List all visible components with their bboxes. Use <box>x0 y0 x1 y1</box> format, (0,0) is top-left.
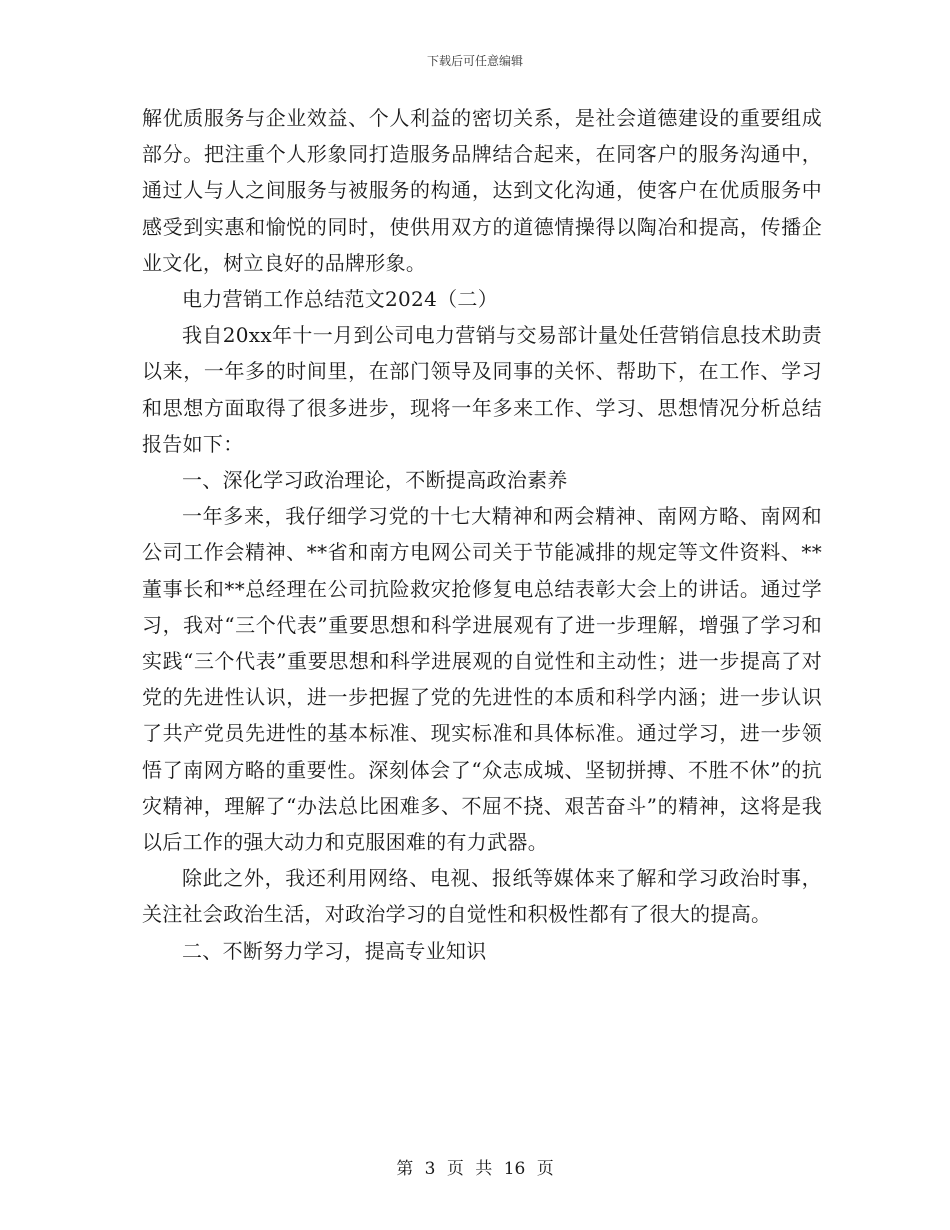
paragraph-media-study: 除此之外，我还利用网络、电视、报纸等媒体来了解和学习政治时事，关注社会政治生活，对政治学习的自觉性和积极性都有了很大的提高。 <box>142 866 822 927</box>
section-title: 电力营销工作总结范文2024（二） <box>182 287 498 312</box>
document-body <box>142 100 822 969</box>
paragraph-study-details: 一年多来，我仔细学习党的十七大精神和两会精神、南网方略、南网和公司工作会精神、**省和南方电网公司关于节能减排的规定等文件资料、**董事长和**总经理在公司抗险救灾抢修复电总结表彰大会上的讲话。通过学习，我对“三个代表”重要思想和科学进展观有了进一步理解，增强了学习和实践“三个代表”重要思想和科学进展观的自觉性和主动性；进一步提高了对党的先进性认识，进一步把握了党的先进性的本质和科学内涵；进一步认识了共产党员先进性的基本标准、现实标准和具体标准。通过学习，进一步领悟了南网方略的重要性。深刻体会了“众志成城、坚韧拼搏、不胜不休”的抗灾精神，理解了“办法总比困难多、不屈不挠、艰苦奋斗”的精神，这将是我以后工作的强大动力和克服困难的有力武器。 <box>142 504 822 855</box>
page-footer: 第 3 页 共 16 页 <box>396 1159 554 1179</box>
paragraph-continued: 解优质服务与企业效益、个人利益的密切关系，是社会道德建设的重要组成部分。把注重个人形象同打造服务品牌结合起来，在同客户的服务沟通中，通过人与人之间服务与被服务的构通，达到文化沟通，使客户在优质服务中感受到实惠和愉悦的同时，使供用双方的道德情操得以陶冶和提高，传播企业文化，树立良好的品牌形象。 <box>142 106 822 275</box>
heading-professional-knowledge: 二、不断努力学习，提高专业知识 <box>182 938 487 963</box>
heading-political-theory: 一、深化学习政治理论，不断提高政治素养 <box>182 468 568 493</box>
paragraph-intro: 我自20xx年十一月到公司电力营销与交易部计量处任营销信息技术助责以来，一年多的时间里，在部门领导及同事的关怀、帮助下，在工作、学习和思想方面取得了很多进步，现将一年多来工作、学习、思想情况分析总结报告如下： <box>142 323 822 456</box>
page-header: 下载后可任意编辑 <box>426 54 523 68</box>
